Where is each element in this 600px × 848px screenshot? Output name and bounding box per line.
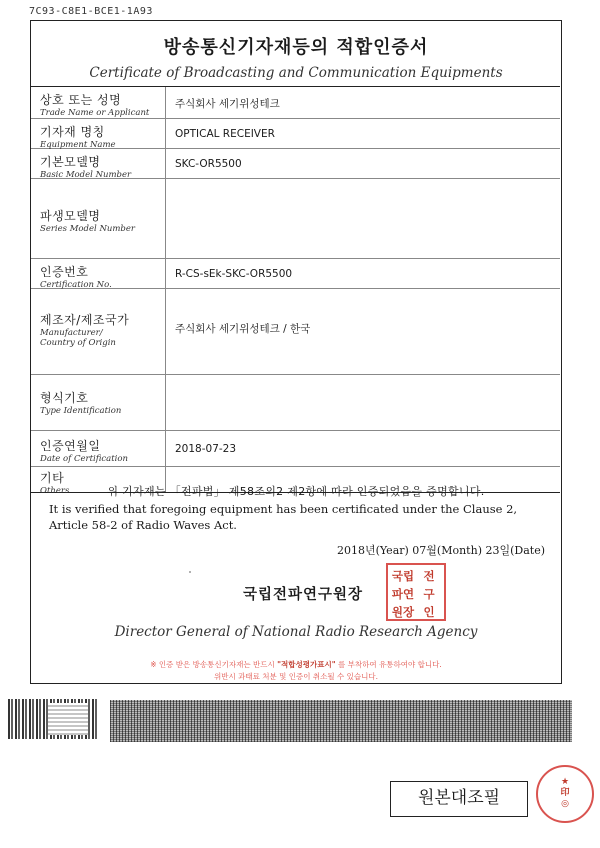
notice-emphasis: "적합성평가표시" [277, 660, 336, 669]
field-label-en: Basic Model Number [40, 170, 132, 180]
field-row-type-identification [31, 375, 560, 431]
notice-line-1 [31, 659, 561, 671]
field-label-en: Certification No. [40, 280, 112, 290]
seal-char: 구 [423, 587, 435, 601]
field-label-en: Trade Name or Applicant [40, 108, 150, 118]
field-label [31, 149, 166, 178]
field-label [31, 259, 166, 288]
certified-copy-box: 원본대조필 [390, 781, 528, 817]
field-value: 주식회사 세기위성테크 / 한국 [175, 323, 311, 335]
statement-korean: 위 기자재는 「전파법」 제58조의2 제2항에 따라 인증되었음을 증명합니다. [107, 485, 485, 498]
field-label-en: Type Identification [40, 406, 122, 416]
title-english: Certificate of Broadcasting and Communication Equipments [89, 65, 503, 81]
certificate-frame [30, 20, 562, 684]
field-label-ko: 파생모델명 [40, 209, 101, 223]
security-barcode [110, 700, 572, 742]
field-label-ko: 기자재 명칭 [40, 125, 105, 139]
field-label-ko: 인증연월일 [40, 439, 101, 453]
seal-char: 원장 [391, 605, 415, 619]
notice [31, 659, 561, 683]
seal-char: 전 [423, 569, 435, 583]
field-value: OPTICAL RECEIVER [175, 128, 275, 140]
field-table [31, 86, 560, 496]
field-row-equipment-name [31, 119, 560, 149]
field-value: R-CS-sEk-SKC-OR5500 [175, 268, 293, 280]
field-label [31, 289, 166, 374]
field-label-ko: 상호 또는 성명 [40, 93, 122, 107]
field-value: 주식회사 세기위성테크 [175, 98, 280, 110]
field-row-applicant [31, 87, 560, 119]
issuer-korean: 국립전파연구원장 [243, 587, 364, 603]
barcode-left [8, 699, 98, 739]
field-label-en: Equipment Name [40, 140, 116, 150]
issuer-english: Director General of National Radio Research Agency [114, 624, 478, 640]
field-row-certification-no [31, 259, 560, 289]
official-seal [386, 563, 446, 621]
field-value: 2018-07-23 [175, 443, 237, 455]
field-label-ko: 기타 [40, 471, 65, 485]
field-label-ko: 인증번호 [40, 265, 89, 279]
field-label-en: Manufacturer/ [40, 328, 103, 338]
field-value [166, 179, 560, 258]
issue-date: 2018년(Year) 07월(Month) 23일(Date) [336, 544, 545, 557]
field-label-en-line2: Country of Origin [40, 338, 116, 348]
seal-char: 파연 [391, 587, 415, 601]
title-korean: 방송통신기자재등의 적합인증서 [163, 37, 429, 58]
field-row-series-model [31, 179, 560, 259]
field-label [31, 87, 166, 118]
notice-suffix: 를 부착하여 유통하여야 합니다. [335, 660, 442, 669]
field-label-en: Series Model Number [40, 224, 135, 234]
statement-english: It is verified that foregoing equipment has been certificated under the Clause 2, Article 58-2 of Radio Waves Act. [49, 502, 518, 532]
field-label [31, 179, 166, 258]
field-label-en: Date of Certification [40, 454, 128, 464]
field-label [31, 431, 166, 466]
certified-copy-stamp: ★ 印 ◎ [536, 765, 594, 823]
document-id: 7C93-C8E1-BCE1-1A93 [29, 6, 153, 17]
field-label-ko: 형식기호 [40, 391, 89, 405]
field-label-ko: 기본모델명 [40, 155, 101, 169]
field-row-basic-model [31, 149, 560, 179]
field-row-date [31, 431, 560, 467]
speck [189, 571, 191, 573]
field-label [31, 375, 166, 430]
field-label-en: Others [40, 486, 70, 496]
field-row-manufacturer [31, 289, 560, 375]
field-value [166, 375, 560, 430]
field-label [31, 119, 166, 148]
notice-line-2: 위반시 과태료 처분 및 인증이 취소될 수 있습니다. [214, 672, 378, 681]
field-value: SKC-OR5500 [175, 158, 242, 170]
seal-char: 국립 [391, 569, 415, 583]
field-label-ko: 제조자/제조국가 [40, 313, 130, 327]
seal-char: 인 [423, 605, 435, 619]
notice-prefix: ※ 인증 받은 방송통신기자재는 반드시 [150, 660, 278, 669]
